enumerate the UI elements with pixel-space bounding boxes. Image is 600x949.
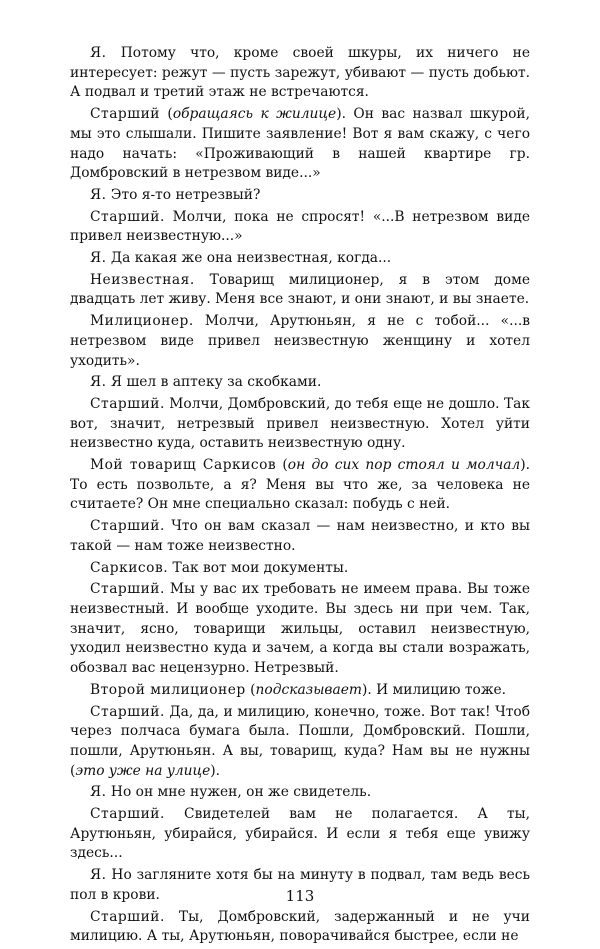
speaker-name: Старший.: [90, 518, 165, 535]
paragraph: [70, 208, 530, 247]
dialogue-text: Молчи, Домбровский, до тебя еще не дошло. Так вот, значит, нетрезвый привел неизвестную. Хотел уйти неизвестно куда, оставить неизвестную одну.: [70, 395, 530, 452]
dialogue-text: Да какая же она неизвестная, когда...: [106, 250, 392, 267]
speaker-name: Старший: [90, 106, 160, 123]
speaker-name: Я.: [90, 784, 107, 801]
dialogue-text: Потому что, кроме своей шкуры, их ничего не интересует: режут — пусть зарежут, убивают — пусть добьют. А подвал и третий этаж не встречаются.: [70, 45, 530, 101]
dialogue-text: (: [159, 106, 173, 123]
speaker-name: Старший.: [90, 395, 165, 412]
dialogue-text: Мы у вас их требовать не имеем права. Вы тоже неизвестный. И вообще уходите. Вы здесь ни при чем. Так, значит, ясно, товарищи жильцы, оставил неизвестную, уходил неизвестно куда и зачем, а когда вы стали возражать, обозвал вас нецензурно. Нетрезвый.: [70, 581, 530, 677]
paragraph: [70, 186, 530, 206]
paragraph: [70, 580, 530, 679]
paragraph: [70, 703, 530, 782]
speaker-name: Я.: [90, 186, 107, 203]
stage-direction: обращаясь к жилице: [172, 106, 337, 123]
dialogue-text: Свидетелей вам не полагается. А ты, Арутюньян, убирайся, убирайся. И если я тебя еще увижу здесь...: [70, 806, 530, 862]
dialogue-text: Но он мне нужен, он же свидетель.: [106, 784, 372, 801]
paragraph: [70, 249, 530, 269]
speaker-name: Саркисов.: [90, 559, 169, 576]
paragraph: [70, 517, 530, 556]
dialogue-text: Что он вам сказал — нам неизвестно, и кто вы такой — нам тоже неизвестно.: [70, 518, 530, 554]
dialogue-text: Это я-то нетрезвый?: [106, 186, 261, 203]
stage-direction: он до сих пор стоял и молчал: [287, 457, 521, 474]
paragraph: [70, 456, 530, 515]
dialogue-text: Молчи, пока не спросят! «...В нетрезвом виде привел неизвестную...»: [70, 208, 530, 245]
page-text: [70, 44, 530, 949]
paragraph: [70, 395, 530, 454]
speaker-name: Я.: [90, 45, 107, 61]
dialogue-text: ). Он вас назвал шкурой, мы это слышали. Пишите заявление! Вот я вам скажу, с чего надо начать: «Проживающий в нашей квартире гр. Домбровский в нетрезвом виде...»: [70, 106, 530, 182]
dialogue-text: Ты, Домбровский, задержанный и не учи милицию. А ты, Арутюньян, поворачивайся быстрее, если не: [70, 908, 530, 945]
paragraph: [70, 312, 530, 371]
speaker-name: Старший.: [90, 908, 165, 925]
paragraph: [70, 271, 530, 310]
paragraph: [70, 105, 530, 184]
speaker-name: Старший.: [90, 581, 165, 598]
stage-direction: это уже на улице: [75, 762, 211, 779]
paragraph: [70, 805, 530, 864]
dialogue-text: (: [276, 457, 288, 474]
dialogue-text: Но загляните хотя бы на минуту в подвал, там ведь весь пол в крови.: [70, 867, 530, 903]
paragraph: [70, 373, 530, 393]
dialogue-text: Да, да, и милицию, конечно, тоже. Вот так! Чтоб через полчаса бумага была. Пошли, Домбровский. Пошли, пошли, Арутюньян. А вы, товарищ, куда? Нам вы не нужны (: [70, 703, 530, 779]
dialogue-text: ).: [210, 762, 221, 779]
dialogue-text: Так вот мои документы.: [168, 559, 349, 576]
dialogue-text: Товарищ милиционер, я в этом доме двадцать лет живу. Меня все знают, и они знают, и вы знаете.: [70, 271, 530, 308]
paragraph: [70, 908, 530, 947]
dialogue-text: Я шел в аптеку за скобками.: [106, 374, 322, 391]
speaker-name: Второй милиционер: [90, 681, 246, 698]
speaker-name: Милиционер.: [90, 313, 194, 330]
speaker-name: Старший.: [90, 806, 165, 823]
speaker-name: Мой товарищ Саркисов: [90, 457, 277, 474]
paragraph: [70, 681, 530, 701]
speaker-name: Я.: [90, 374, 107, 391]
dialogue-text: (: [245, 681, 256, 698]
dialogue-text: Молчи, Арутюньян, я не с тобой... «...в нетрезвом виде привел неизвестную женщину и хотел уходить».: [70, 313, 530, 369]
speaker-name: Я.: [90, 867, 107, 884]
paragraph: [70, 559, 530, 579]
speaker-name: Старший.: [90, 208, 165, 225]
page-number: 113: [285, 887, 315, 905]
stage-direction: подсказывает: [255, 681, 362, 698]
speaker-name: Старший.: [90, 703, 165, 720]
speaker-name: Я.: [90, 250, 107, 267]
paragraph: [70, 44, 530, 103]
dialogue-text: ). То есть позвольте, а я? Меня вы что же, за человека не считаете? Он мне специально сказал: побудь с ней.: [70, 457, 530, 513]
dialogue-text: ). И милицию тоже.: [361, 681, 507, 698]
paragraph: [70, 783, 530, 803]
speaker-name: Неизвестная.: [90, 271, 195, 288]
